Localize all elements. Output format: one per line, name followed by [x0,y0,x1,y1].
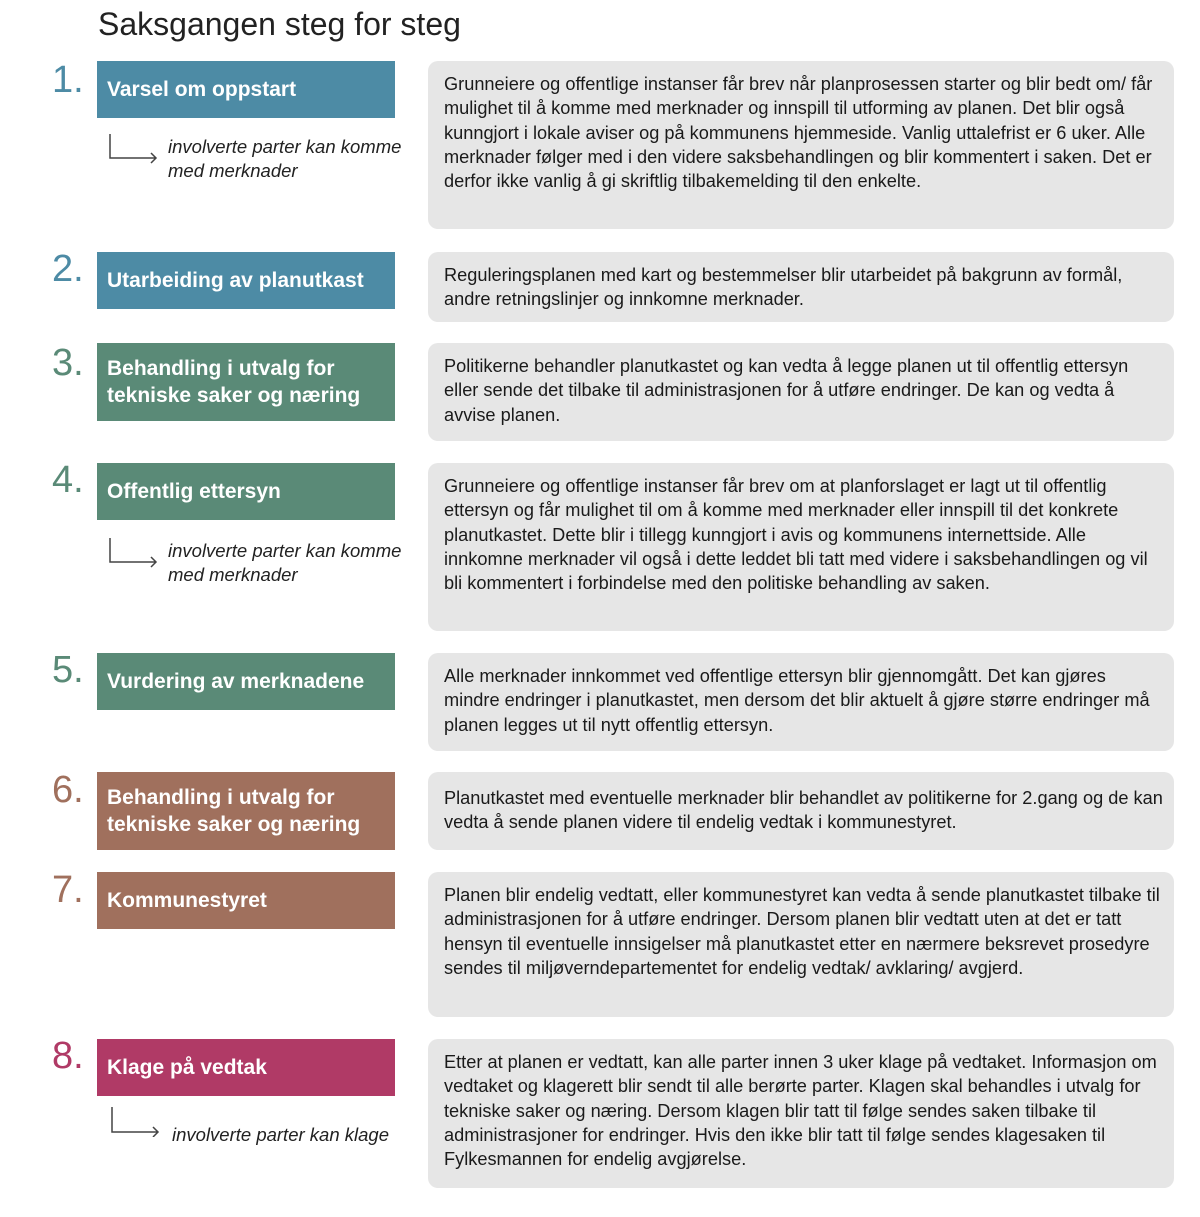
step-label-box: Kommunestyret [97,872,395,929]
step-number: 2. [52,248,84,290]
step-note: involverte parter kan komme med merknader [168,540,402,585]
step-note: involverte parter kan klage [172,1124,389,1145]
step-description: Alle merknader innkommet ved offentlige ettersyn blir gjennomgått. Det kan gjøres mindre endringer i planutkastet, men dersom det blir aktuelt å gjøre større endringer må planen legges ut til nytt offentlig ettersyn. [428,653,1174,751]
arrow-icon [108,134,160,164]
step-label-box: Varsel om oppstart [97,61,395,118]
step-description: Planutkastet med eventuelle merknader blir behandlet av politikerne for 2.gang og de kan vedta å sende planen videre til endelig vedtak i kommunestyret. [428,772,1174,850]
step-description: Politikerne behandler planutkastet og kan vedta å legge planen ut til offentlig ettersyn eller sende det tilbake til administrasjonen for å utføre endringer. De kan og vedta å avvise planen. [428,343,1174,441]
step-label-box: Vurdering av merknadene [97,653,395,710]
step-description: Grunneiere og offentlige instanser får brev når planprosessen starter og blir bedt om/ får mulighet til å komme med merknader og innspill til utforming av planen. Det blir også kunngjort i lokale aviser og på kommunens hjemmeside. Vanlig uttalefrist er 6 uker. Alle merknader følger med i den videre saksbehandlingen og blir kommentert i saken. Det er derfor ikke vanlig å gi skriftlig tilbakemelding til den enkelte. [428,61,1174,229]
step-number: 6. [52,769,84,811]
step-label-box: Offentlig ettersyn [97,463,395,520]
arrow-icon [108,538,160,568]
step-number: 7. [52,869,84,911]
step-label-box: Behandling i utvalg for tekniske saker og næring [97,343,395,421]
step-note: involverte parter kan komme med merknader [168,136,402,181]
page-title: Saksgangen steg for steg [98,6,461,42]
arrow-icon [110,1107,162,1137]
step-description: Etter at planen er vedtatt, kan alle parter innen 3 uker klage på vedtaket. Informasjon om vedtaket og klagerett blir sendt til alle berørte parter. Klagen skal behandles i utvalg for tekniske saker og næring. Dersom klagen blir tatt til følge sendes saken tilbake til administrasjoner for endringer. Hvis den ikke blir tatt til følge sendes klagesaken til Fylkesmannen for endelig avgjørelse. [428,1039,1174,1188]
step-number: 8. [52,1035,84,1077]
step-number: 1. [52,59,84,101]
step-label-box: Utarbeiding av planutkast [97,252,395,309]
step-label-box: Behandling i utvalg for tekniske saker og næring [97,772,395,850]
step-number: 3. [52,342,84,384]
step-description: Grunneiere og offentlige instanser får brev om at planforslaget er lagt ut til offentlig ettersyn og får mulighet til om å komme med merknader eller innspill til det konkrete planutkastet. Dette blir i tillegg kunngjort i avis og kommunens internettside. Alle innkomne merknader vil også i dette leddet bli tatt med videre i saksbehandlingen og vil bli kommentert i forbindelse med den politiske behandling av saken. [428,463,1174,631]
step-description: Reguleringsplanen med kart og bestemmelser blir utarbeidet på bakgrunn av formål, andre retningslinjer og innkomne merknader. [428,252,1174,322]
step-label-box: Klage på vedtak [97,1039,395,1096]
step-description: Planen blir endelig vedtatt, eller kommunestyret kan vedta å sende planutkastet tilbake til administrasjonen for å utføre endringer. Dersom planen blir vedtatt uten at det er tatt hensyn til eventuelle innsigelser må planutkastet etter en nærmere beksrevet prosedyre sendes til miljøverndepartementet for endelig vedtak/ avklaring/ avgjerd. [428,872,1174,1017]
step-number: 4. [52,459,84,501]
step-number: 5. [52,649,84,691]
